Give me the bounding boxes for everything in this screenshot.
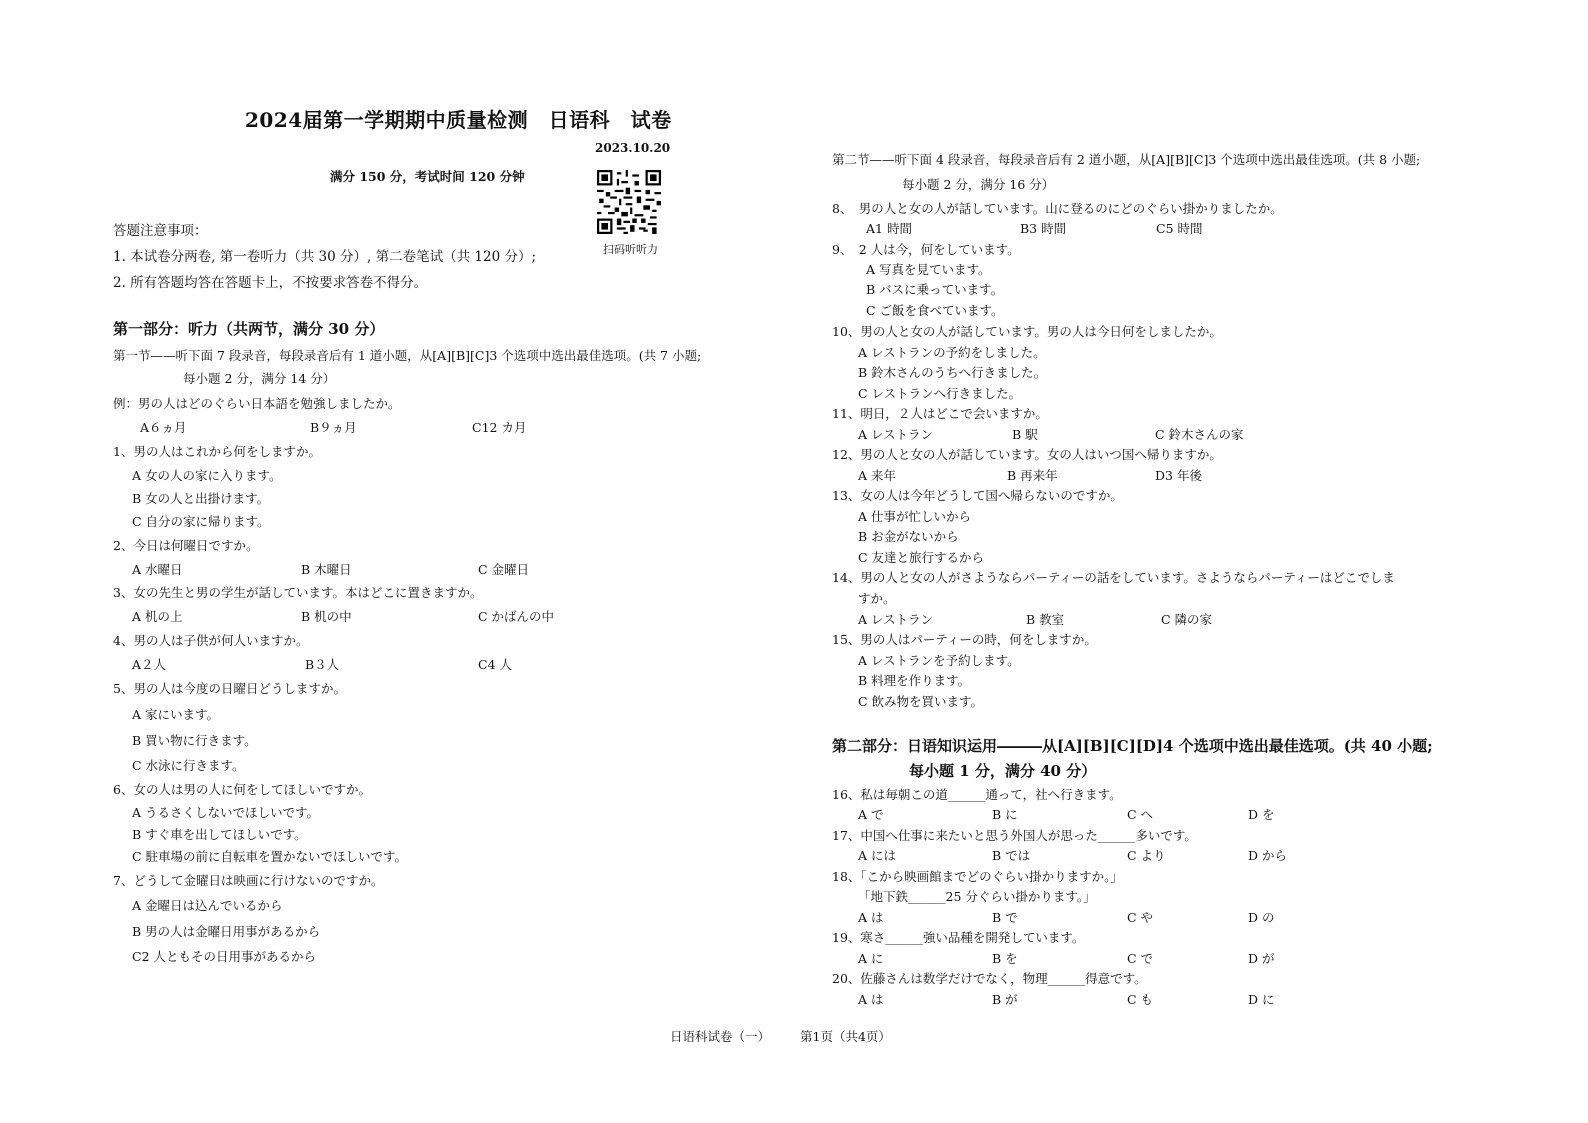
notes-heading: 答题注意事项： bbox=[113, 223, 208, 239]
question: 11、明日，２人はどこで会いますか。 bbox=[832, 406, 1048, 421]
option: C も bbox=[1127, 992, 1154, 1007]
option: A には bbox=[858, 848, 897, 863]
question: 1、男の人はこれから何をしますか。 bbox=[113, 444, 321, 459]
option: D が bbox=[1248, 951, 1275, 966]
option: B に bbox=[992, 807, 1018, 822]
full-score-note: 满分 150 分，考试时间 120 分钟 bbox=[330, 169, 525, 184]
question: 10、男の人と女の人が話しています。男の人は今日何をしましたか。 bbox=[832, 324, 1222, 339]
option: D から bbox=[1248, 848, 1287, 863]
option: A 仕事が忙しいから bbox=[858, 509, 972, 524]
exam-title: 2024届第一学期期中质量检测 日语科 试卷 bbox=[245, 108, 672, 132]
option: C 隣の家 bbox=[1161, 612, 1213, 627]
example-option: A６ヵ月 bbox=[140, 420, 187, 435]
option: B 駅 bbox=[1012, 427, 1038, 442]
option: C 駐車場の前に自転車を置かないでほしいです。 bbox=[132, 849, 408, 864]
question: 15、男の人はパーティーの時，何をしますか。 bbox=[832, 632, 1097, 647]
option: A 来年 bbox=[858, 468, 897, 483]
question: 3、女の先生と男の学生が話しています。本はどこに置きますか。 bbox=[113, 585, 483, 600]
exam-date: 2023.10.20 bbox=[595, 141, 671, 155]
option: A レストラン bbox=[858, 612, 934, 627]
option: A は bbox=[858, 910, 884, 925]
option: D を bbox=[1248, 807, 1275, 822]
option: A 机の上 bbox=[132, 609, 183, 624]
option: B3 時間 bbox=[1020, 221, 1067, 236]
page-footer bbox=[670, 1027, 921, 1045]
question: 9、 2 人は今，何をしています。 bbox=[832, 242, 1020, 257]
option: C2 人ともその日用事があるから bbox=[132, 949, 316, 964]
notes-item: 1. 本试卷分两卷, 第一卷听力（共 30 分）, 第二卷笔试（共 120 分）; bbox=[113, 249, 536, 265]
question: 4、男の人は子供が何人いますか。 bbox=[113, 633, 309, 648]
option: B が bbox=[992, 992, 1018, 1007]
option: B では bbox=[992, 848, 1031, 863]
option: C5 時間 bbox=[1156, 221, 1203, 236]
option: B 料理を作ります。 bbox=[858, 673, 971, 688]
option: B を bbox=[992, 951, 1018, 966]
question: 5、男の人は今度の日曜日どうしますか。 bbox=[113, 681, 346, 696]
question: 7、どうして金曜日は映画に行けないのですか。 bbox=[113, 873, 384, 888]
option: B 鈴木さんのうちへ行きました。 bbox=[858, 365, 1047, 380]
option: B 机の中 bbox=[301, 609, 352, 624]
example-option: C12 カ月 bbox=[472, 420, 527, 435]
option: A に bbox=[858, 951, 884, 966]
part1-heading: 第一部分：听力（共两节，满分 30 分） bbox=[113, 320, 385, 338]
footer-page-number: 第1页（共4页） bbox=[800, 1029, 891, 1044]
notes-item: 2. 所有答题均答在答题卡上，不按要求答卷不得分。 bbox=[113, 275, 428, 291]
option: A 水曜日 bbox=[132, 562, 183, 577]
section1-instructions: 第一节——听下面 7 段录音，每段录音后有 1 道小题，从[A][B][C]3 个选项中选出最佳选项。(共 7 小题; bbox=[113, 348, 702, 363]
question: 19、寒さ______強い品種を開発しています。 bbox=[832, 930, 1085, 945]
option: C レストランへ行きました。 bbox=[858, 386, 1022, 401]
option: C 飲み物を買います。 bbox=[858, 694, 984, 709]
option: A２人 bbox=[132, 657, 167, 672]
option: C より bbox=[1127, 848, 1166, 863]
part2-heading: 第二部分：日语知识运用―――从[A][B][C][D]4 个选项中选出最佳选项。(共 40 小题; bbox=[832, 737, 1433, 755]
answer-notes bbox=[113, 218, 536, 296]
option: D3 年後 bbox=[1155, 468, 1202, 483]
option: C ご飯を食べています。 bbox=[866, 303, 1004, 318]
option: B 教室 bbox=[1026, 612, 1065, 627]
question: 17、中国へ仕事に来たいと思う外国人が思った______多いです。 bbox=[832, 828, 1197, 843]
option: B 再来年 bbox=[1007, 468, 1058, 483]
option: C 自分の家に帰ります。 bbox=[132, 514, 270, 529]
option: C かばんの中 bbox=[478, 609, 555, 624]
option: B で bbox=[992, 910, 1018, 925]
option: A で bbox=[858, 807, 884, 822]
option: C4 人 bbox=[478, 657, 512, 672]
option: C へ bbox=[1127, 807, 1154, 822]
question: 2、今日は何曜日ですか。 bbox=[113, 538, 259, 553]
option: A は bbox=[858, 992, 884, 1007]
option: B３人 bbox=[305, 657, 340, 672]
question: 18、「こから映画館までどのぐらい掛かりますか。」 bbox=[832, 869, 1123, 884]
question: 14、男の人と女の人がさようならパーティーの話をしています。さようならパーティーはどこでしま bbox=[832, 570, 1395, 585]
question: 20、佐藤さんは数学だけでなく，物理______得意です。 bbox=[832, 971, 1147, 986]
option: B すぐ車を出してほしいです。 bbox=[132, 827, 307, 842]
option: B お金がないから bbox=[858, 529, 959, 544]
question: 6、女の人は男の人に何をしてほしいですか。 bbox=[113, 782, 371, 797]
example-question: 例：男の人はどのぐらい日本語を勉強しましたか。 bbox=[113, 396, 401, 411]
question: 16、私は毎朝この道______通って，社へ行きます。 bbox=[832, 787, 1122, 802]
section2-instructions-cont: 每小题 2 分，满分 16 分） bbox=[902, 177, 1055, 192]
question-cont: 「地下鉄______25 分ぐらい掛かります。」 bbox=[858, 889, 1096, 904]
option: C 水泳に行きます。 bbox=[132, 758, 245, 773]
footer-exam-name: 日语科试卷（一） bbox=[670, 1029, 771, 1044]
option: A 写真を見ています。 bbox=[866, 262, 991, 277]
option: A 金曜日は込んでいるから bbox=[132, 898, 283, 913]
section2-instructions: 第二节——听下面 4 段录音，每段录音后有 2 道小题，从[A][B][C]3 个选项中选出最佳选项。(共 8 小题; bbox=[832, 152, 1421, 167]
option: C 鈴木さんの家 bbox=[1155, 427, 1244, 442]
option: D の bbox=[1248, 910, 1275, 925]
qr-caption: 扫码听听力 bbox=[603, 243, 658, 256]
question: 12、男の人と女の人が話しています。女の人はいつ国へ帰りますか。 bbox=[832, 447, 1222, 462]
option: C や bbox=[1127, 910, 1154, 925]
question-cont: すか。 bbox=[858, 591, 896, 606]
qr-code-icon bbox=[597, 170, 661, 234]
option: B 木曜日 bbox=[301, 562, 352, 577]
option: B 男の人は金曜日用事があるから bbox=[132, 924, 321, 939]
option: A 家にいます。 bbox=[132, 707, 220, 722]
option: B バスに乗っています。 bbox=[866, 282, 1004, 297]
option: A レストランを予約します。 bbox=[858, 653, 1020, 668]
section1-instructions-cont: 每小题 2 分，满分 14 分） bbox=[183, 371, 336, 386]
option: B 買い物に行きます。 bbox=[132, 733, 257, 748]
example-option: B９ヵ月 bbox=[310, 420, 357, 435]
question: 13、女の人は今年どうして国へ帰らないのですか。 bbox=[832, 488, 1123, 503]
option: A レストランの予約をしました。 bbox=[858, 345, 1046, 360]
option: A レストラン bbox=[858, 427, 934, 442]
part2-heading-cont: 每小题 1 分，满分 40 分） bbox=[909, 762, 1097, 780]
option: A 女の人の家に入ります。 bbox=[132, 468, 282, 483]
option: C で bbox=[1127, 951, 1154, 966]
option: C 金曜日 bbox=[478, 562, 530, 577]
option: D に bbox=[1248, 992, 1275, 1007]
option: A うるさくしないでほしいです。 bbox=[132, 805, 320, 820]
option: A1 時間 bbox=[866, 221, 912, 236]
question: 8、 男の人と女の人が話しています。山に登るのにどのぐらい掛かりましたか。 bbox=[832, 201, 1283, 216]
option: C 友達と旅行するから bbox=[858, 550, 985, 565]
option: B 女の人と出掛けます。 bbox=[132, 491, 270, 506]
